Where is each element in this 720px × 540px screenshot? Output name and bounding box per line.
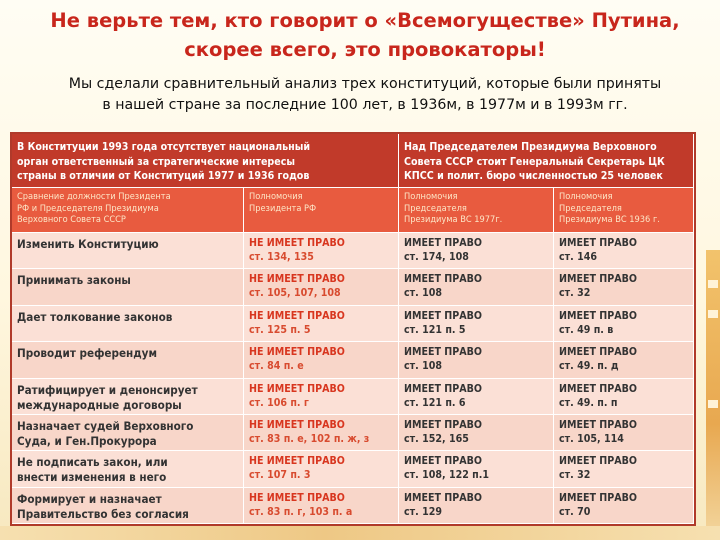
article-reference: ст. 125 п. 5: [249, 323, 311, 336]
article-reference: ст. 49. п. п: [559, 396, 618, 409]
table-note-line: В Конституции 1993 года отсутствует национальный: [17, 141, 311, 153]
article-reference: ст. 152, 165: [404, 432, 469, 445]
table-note-line: Над Председателем Президиума Верховного: [404, 141, 657, 153]
article-reference: ст. 108, 122 п.1: [404, 469, 489, 482]
power-label-line: Правительство без согласия: [17, 506, 189, 521]
article-reference: ст. 129: [404, 505, 443, 518]
value-cell-c1936: [554, 342, 694, 378]
value-cell-c1936: [554, 269, 694, 305]
power-label: [12, 488, 244, 524]
subtitle-line-1: Мы сделали сравнительный анализ трех конституций, которые были приняты: [68, 76, 662, 92]
article-reference: ст. 106 п. г: [249, 396, 309, 409]
right-status: НЕ ИМЕЕТ ПРАВО: [249, 237, 345, 249]
right-status: ИМЕЕТ ПРАВО: [559, 273, 638, 286]
power-label-line: Ратифицирует и денонсирует: [17, 382, 198, 397]
column-header-line: Председателя: [559, 202, 622, 214]
article-reference: ст. 108: [404, 287, 443, 300]
value-cell-rf: [244, 342, 399, 378]
article-reference: ст. 49 п. в: [559, 323, 614, 336]
value-cell-c1936: [554, 451, 694, 487]
power-label: [12, 306, 244, 342]
column-header-line: Сравнение должности Президента: [17, 191, 171, 202]
table-note-line: КПСС и полит. бюро численностью 25 человек: [404, 170, 663, 182]
column-header-line: Председателя: [404, 202, 467, 214]
right-status: ИМЕЕТ ПРАВО: [404, 346, 483, 359]
power-label-line: Формирует и назначает: [17, 491, 162, 506]
right-status: НЕ ИМЕЕТ ПРАВО: [249, 273, 345, 286]
right-status: ИМЕЕТ ПРАВО: [559, 309, 638, 322]
column-header-line: Полномочия: [404, 191, 458, 202]
column-header-line: Полномочия: [249, 191, 303, 202]
power-label-line: Проводит референдум: [17, 346, 158, 361]
value-cell-rf: [244, 415, 399, 451]
value-cell-rf: [244, 306, 399, 342]
header-comparison: [12, 188, 244, 233]
article-reference: ст. 83 п. г, 103 п. а: [249, 505, 353, 518]
power-label-line: Суда, и Ген.Прокурора: [17, 433, 157, 448]
article-reference: ст. 108: [404, 360, 443, 373]
power-label-line: внести изменения в него: [17, 470, 167, 485]
table-note-line: страны в отличии от Конституций 1977 и 1936 годов: [17, 170, 310, 182]
value-cell-rf: [244, 451, 399, 487]
right-status: ИМЕЕТ ПРАВО: [559, 346, 638, 359]
value-cell-c1977: [399, 379, 554, 415]
right-status: НЕ ИМЕЕТ ПРАВО: [249, 491, 345, 504]
right-status: ИМЕЕТ ПРАВО: [559, 382, 638, 395]
right-status: ИМЕЕТ ПРАВО: [404, 309, 483, 322]
column-header-line: Полномочия: [559, 191, 613, 202]
right-status: НЕ ИМЕЕТ ПРАВО: [249, 418, 345, 431]
value-cell-c1936: [554, 233, 694, 269]
article-reference: ст. 146: [559, 251, 598, 263]
right-status: НЕ ИМЕЕТ ПРАВО: [249, 309, 345, 322]
right-status: ИМЕЕТ ПРАВО: [559, 455, 638, 468]
power-label-line: Не подписать закон, или: [17, 455, 168, 470]
right-status: ИМЕЕТ ПРАВО: [404, 455, 483, 468]
right-status: НЕ ИМЕЕТ ПРАВО: [249, 455, 345, 468]
column-header-line: РФ и Председателя Президиума: [17, 202, 159, 214]
value-cell-c1936: [554, 379, 694, 415]
power-label-line: международные договоры: [17, 397, 182, 412]
article-reference: ст. 105, 114: [559, 432, 624, 445]
value-cell-c1977: [399, 451, 554, 487]
right-status: ИМЕЕТ ПРАВО: [404, 237, 483, 249]
table-note-line: орган ответственный за стратегические интересы: [17, 155, 295, 168]
power-label-line: Дает толкование законов: [17, 309, 173, 324]
slide-subtitle: [20, 74, 710, 116]
header-president-rf: [244, 188, 399, 233]
article-reference: ст. 121 п. 5: [404, 323, 466, 336]
title-line-1: Не верьте тем, кто говорит о «Всемогуществе» Путина,: [50, 9, 680, 32]
power-label-line: Назначает судей Верховного: [17, 418, 194, 433]
article-reference: ст. 134, 135: [249, 251, 314, 263]
power-label: [12, 342, 244, 378]
value-cell-c1936: [554, 488, 694, 524]
header-presidium-1977: [399, 188, 554, 233]
column-header-line: Президента РФ: [249, 202, 317, 214]
value-cell-c1977: [399, 415, 554, 451]
column-header-line: Президиума ВС 1977г.: [404, 214, 503, 225]
slide-title: [20, 6, 710, 64]
decorative-stripe-bottom: [0, 526, 720, 540]
value-cell-rf: [244, 379, 399, 415]
article-reference: ст. 105, 107, 108: [249, 287, 341, 300]
right-status: ИМЕЕТ ПРАВО: [559, 491, 638, 504]
title-line-2: скорее всего, это провокаторы!: [184, 38, 546, 61]
table-note-line: Совета СССР стоит Генеральный Секретарь ЦК: [404, 155, 665, 168]
power-label: [12, 451, 244, 487]
article-reference: ст. 32: [559, 469, 591, 482]
decorative-stripe-right: [706, 250, 720, 540]
power-label: [12, 415, 244, 451]
article-reference: ст. 121 п. 6: [404, 396, 466, 409]
article-reference: ст. 70: [559, 505, 591, 518]
article-reference: ст. 107 п. 3: [249, 469, 311, 482]
right-status: ИМЕЕТ ПРАВО: [559, 237, 638, 249]
right-status: ИМЕЕТ ПРАВО: [404, 382, 483, 395]
right-status: ИМЕЕТ ПРАВО: [404, 273, 483, 286]
power-label-line: Изменить Конституцию: [17, 237, 159, 251]
header-presidium-1936: [554, 188, 694, 233]
right-status: НЕ ИМЕЕТ ПРАВО: [249, 346, 345, 359]
article-reference: ст. 32: [559, 287, 591, 300]
value-cell-rf: [244, 233, 399, 269]
article-reference: ст. 84 п. е: [249, 360, 304, 373]
right-status: ИМЕЕТ ПРАВО: [404, 418, 483, 431]
column-header-line: Президиума ВС 1936 г.: [559, 214, 660, 225]
value-cell-c1936: [554, 415, 694, 451]
table-note-ussr: [399, 134, 694, 188]
value-cell-rf: [244, 488, 399, 524]
column-header-line: Верховного Совета СССР: [17, 214, 126, 225]
subtitle-line-2: в нашей стране за последние 100 лет, в 1936м, в 1977м и в 1993м гг.: [102, 97, 628, 113]
power-label: [12, 233, 244, 269]
right-status: ИМЕЕТ ПРАВО: [404, 491, 483, 504]
value-cell-c1977: [399, 342, 554, 378]
value-cell-c1977: [399, 269, 554, 305]
power-label: [12, 379, 244, 415]
right-status: НЕ ИМЕЕТ ПРАВО: [249, 382, 345, 395]
value-cell-c1936: [554, 306, 694, 342]
value-cell-rf: [244, 269, 399, 305]
comparison-table: [10, 132, 696, 526]
article-reference: ст. 83 п. е, 102 п. ж, з: [249, 432, 370, 445]
table-note-1993: [12, 134, 399, 188]
power-label-line: Принимать законы: [17, 273, 131, 288]
value-cell-c1977: [399, 306, 554, 342]
value-cell-c1977: [399, 233, 554, 269]
article-reference: ст. 174, 108: [404, 251, 469, 263]
right-status: ИМЕЕТ ПРАВО: [559, 418, 638, 431]
power-label: [12, 269, 244, 305]
article-reference: ст. 49. п. д: [559, 360, 619, 373]
value-cell-c1977: [399, 488, 554, 524]
